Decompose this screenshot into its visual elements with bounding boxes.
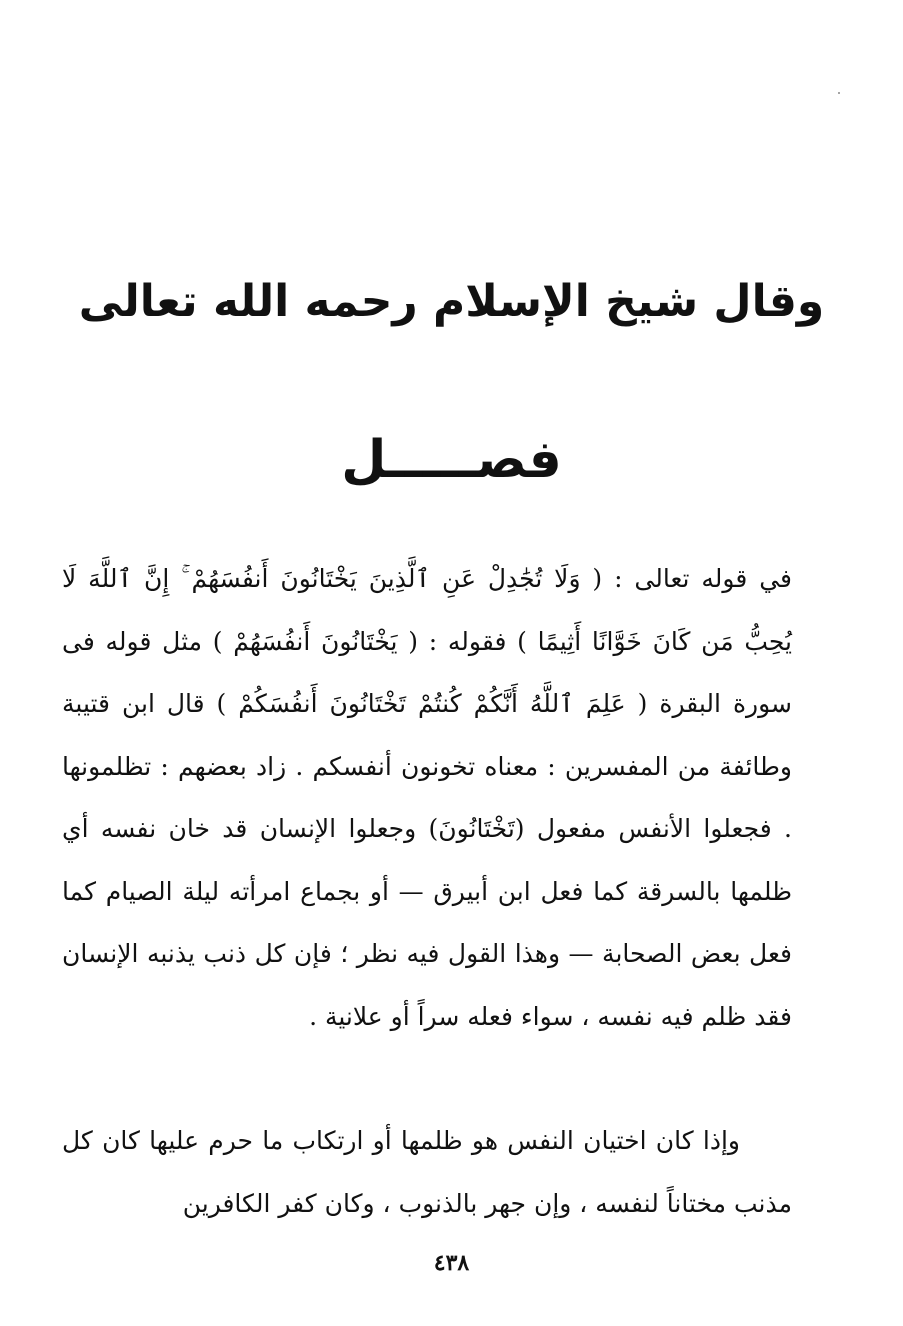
paragraph-1: في قوله تعالى : ( وَلَا تُجَٰدِلْ عَنِ ٱلَّذِينَ يَخْتَانُونَ أَنفُسَهُمْ ۚ إِنَّ ٱللَّهَ لَا يُحِبُّ مَن كَانَ خَوَّانًا أَثِيمًا ) فقوله : ( يَخْتَانُونَ أَنفُسَهُمْ ) مثل قوله فى سورة البقرة ( عَلِمَ ٱللَّهُ أَنَّكُمْ كُنتُمْ تَخْتَانُونَ أَنفُسَكُمْ ) قال ابن قتيبة وطائفة من المفسرين : معناه تخونون أنفسكم . زاد بعضهم : تظلمونها . فجعلوا الأنفس مفعول (تَخْتَانُونَ) وجعلوا الإنسان قد خان نفسه أي ظلمها بالسرقة كما فعل ابن أبيرق — أو بجماع امرأته ليلة الصيام كما فعل بعض الصحابة — وهذا القول فيه نظر ؛ فإن كل ذنب يذنبه الإنسان فقد ظلم فيه نفسه ، سواء فعله سراً أو علانية . bbox=[62, 564, 792, 1031]
scan-speck bbox=[838, 92, 840, 94]
paragraph-2: وإذا كان اختيان النفس هو ظلمها أو ارتكاب ما حرم عليها كان كل مذنب مختاناً لنفسه ، وإن جهر بالذنوب ، وكان كفر الكافرين bbox=[62, 1126, 792, 1218]
page-number: ٤٣٨ bbox=[433, 1250, 470, 1276]
section-title: فصـــــل bbox=[341, 430, 562, 490]
page-heading: وقال شيخ الإسلام رحمه الله تعالى bbox=[78, 276, 825, 327]
